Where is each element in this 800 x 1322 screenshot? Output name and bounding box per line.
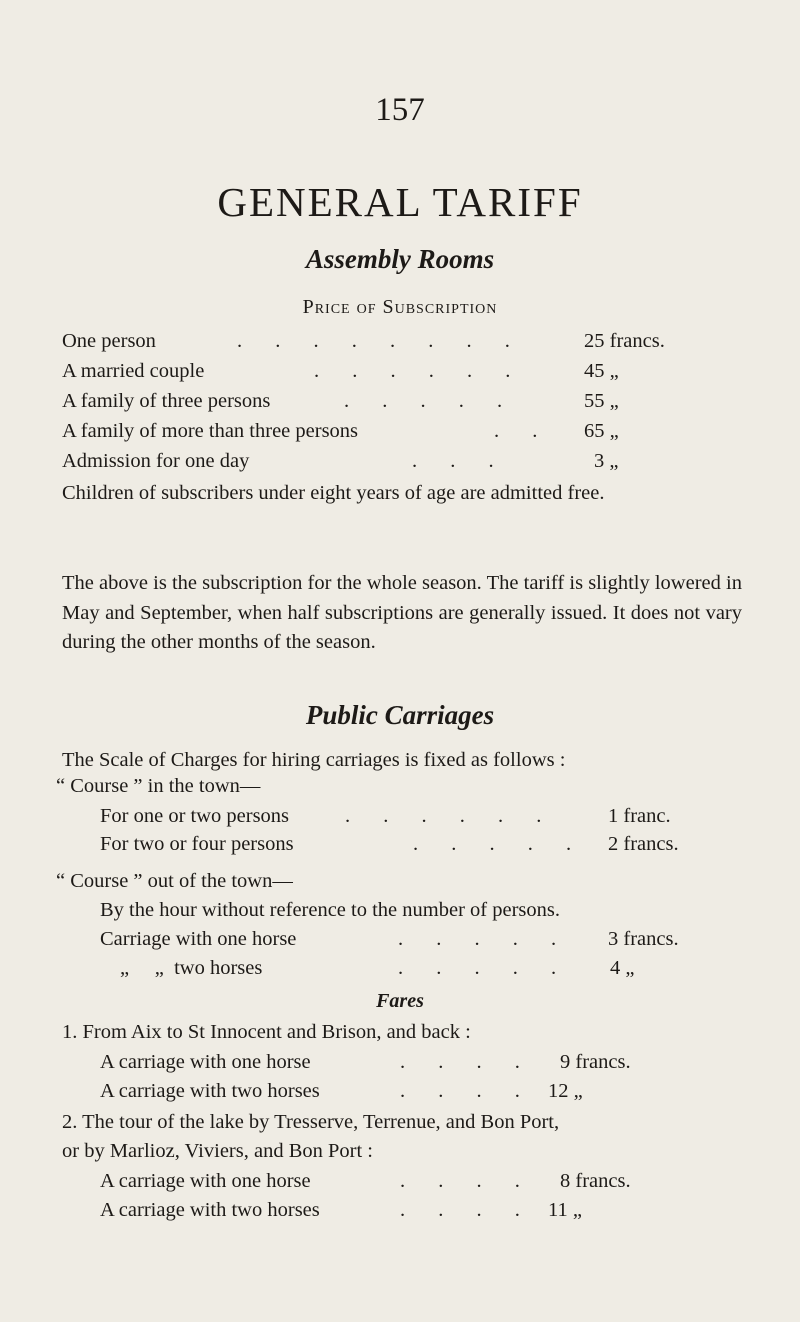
row-value: 3 francs. (608, 928, 679, 950)
assembly-rooms-heading: Assembly Rooms (305, 244, 495, 274)
fare2-row-two-horses (100, 1199, 760, 1227)
row-leader: . . . . . . . . (237, 330, 524, 352)
subscription-paragraph: The above is the subscription for the whole season. The tariff is slightly lowered in May and September, when half subscriptions are generally issued. It does not vary during the other months of the season. (62, 572, 742, 653)
page-title: GENERAL TARIFF (217, 179, 583, 225)
row-label: Carriage with one horse (100, 928, 297, 950)
row-value: 12 „ (548, 1080, 583, 1102)
row-value: 3 „ (594, 450, 619, 472)
row-leader: . . . . (400, 1199, 534, 1221)
price-subscription-heading: Price of Subscription (302, 296, 498, 318)
row-label: „ „ two horses (120, 957, 263, 979)
row-value: 8 francs. (560, 1170, 631, 1192)
fare-row-one-two (100, 805, 760, 833)
row-leader: . . . . . (398, 928, 571, 950)
fare1-row-two-horses (100, 1080, 760, 1108)
course-out-town: “ Course ” out of the town— (56, 870, 293, 892)
children-note: Children of subscribers under eight years of age are admitted free. (62, 482, 605, 504)
row-leader: . . . . . (344, 390, 517, 412)
row-label: A family of more than three persons (62, 420, 359, 442)
row-value: 2 francs. (608, 833, 679, 855)
price-row-family-more (62, 420, 762, 448)
price-row-one-day (62, 450, 762, 478)
row-leader: . . . . (400, 1080, 534, 1102)
carriages-intro: The Scale of Charges for hiring carriages is fixed as follows : (62, 749, 566, 771)
page-number: 157 (375, 92, 425, 128)
row-label: For one or two persons (100, 805, 290, 827)
row-leader: . . . (412, 450, 508, 472)
row-value: 1 franc. (608, 805, 671, 827)
row-value: 45 „ (584, 360, 619, 382)
row-leader: . . . . (400, 1170, 534, 1192)
public-carriages-heading: Public Carriages (305, 700, 495, 730)
row-label: A family of three persons (62, 390, 271, 412)
price-row-one-person (62, 330, 762, 358)
row-label: A carriage with two horses (100, 1199, 320, 1221)
fare2-row-one-horse (100, 1170, 760, 1198)
row-leader: . . (494, 420, 552, 442)
row-label: A carriage with one horse (100, 1170, 311, 1192)
row-leader: . . . . . . (345, 805, 556, 827)
row-leader: . . . . . . (314, 360, 525, 382)
hour-row-one-horse (100, 928, 760, 956)
row-label: A carriage with one horse (100, 1051, 311, 1073)
fare-row-two-four (100, 833, 760, 861)
row-label: For two or four persons (100, 833, 294, 855)
row-label: A carriage with two horses (100, 1080, 320, 1102)
fares-heading: Fares (376, 990, 424, 1012)
fare2-title-line2: or by Marlioz, Viviers, and Bon Port : (62, 1140, 373, 1162)
row-value: 25 francs. (584, 330, 665, 352)
row-value: 11 „ (548, 1199, 582, 1221)
price-row-married-couple (62, 360, 762, 388)
row-value: 65 „ (584, 420, 619, 442)
fare1-title: 1. From Aix to St Innocent and Brison, and back : (62, 1021, 471, 1043)
row-value: 9 francs. (560, 1051, 631, 1073)
row-value: 4 „ (610, 957, 635, 979)
price-row-family-three (62, 390, 762, 418)
hour-row-two-horses (120, 957, 760, 985)
row-leader: . . . . . (413, 833, 586, 855)
row-label: One person (62, 330, 156, 352)
row-leader: . . . . . (398, 957, 571, 979)
row-label: Admission for one day (62, 450, 250, 472)
fare1-row-one-horse (100, 1051, 760, 1079)
hour-note: By the hour without reference to the number of persons. (100, 899, 560, 921)
row-value: 55 „ (584, 390, 619, 412)
row-label: A married couple (62, 360, 205, 382)
course-in-town: “ Course ” in the town— (56, 775, 261, 797)
row-leader: . . . . (400, 1051, 534, 1073)
fare2-title-line1: 2. The tour of the lake by Tresserve, Terrenue, and Bon Port, (62, 1111, 560, 1133)
